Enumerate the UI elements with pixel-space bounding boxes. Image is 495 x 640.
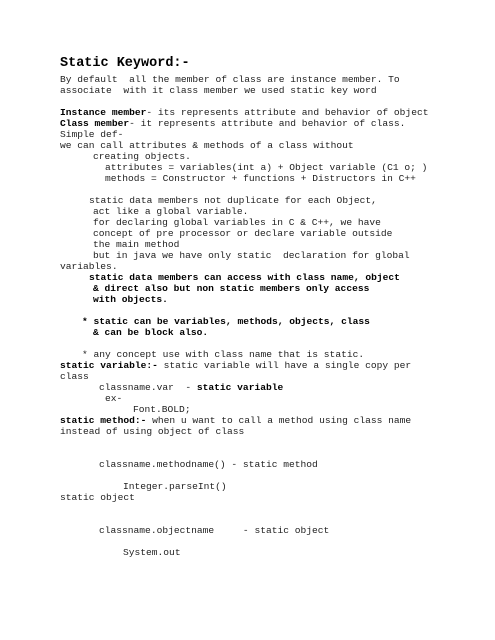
- static-data-line: act like a global variable.: [93, 206, 249, 217]
- static-variable-text: static variable will have a single copy per: [157, 360, 412, 371]
- simple-def-line: we can call attributes & methods of a class without: [60, 140, 354, 151]
- static-variable-example: Font.BOLD;: [133, 404, 191, 415]
- static-method-line: [60, 415, 411, 426]
- class-member-line: [60, 118, 405, 129]
- static-variable-line: [60, 360, 411, 371]
- static-data-line: static data members not duplicate for each Object,: [89, 195, 377, 206]
- static-variable-label: static variable:-: [60, 360, 158, 371]
- bullet-point-line: & can be block also.: [93, 327, 209, 338]
- static-data-line: variables.: [60, 261, 118, 272]
- bold-point-line: with objects.: [93, 294, 168, 305]
- instance-member-line: [60, 107, 428, 118]
- static-method-label: static method:-: [60, 415, 147, 426]
- simple-def-line: creating objects.: [93, 151, 191, 162]
- static-object-heading: static object: [60, 492, 135, 503]
- static-method-cont: instead of using object of class: [60, 426, 245, 437]
- intro-line-1: By default all the member of class are instance member. To: [60, 74, 400, 85]
- static-data-line: the main method: [93, 239, 180, 250]
- intro-line-2: associate with it class member we used static key word: [60, 85, 377, 96]
- syntax-dash: -: [173, 382, 197, 393]
- static-object-example: System.out: [123, 547, 181, 558]
- static-method-example: Integer.parseInt(): [123, 481, 227, 492]
- bullet-point-line: * static can be variables, methods, objects, class: [82, 316, 370, 327]
- class-member-label: Class member: [60, 118, 130, 129]
- instance-member-text: - its represents attribute and behavior of object: [146, 107, 429, 118]
- concept-line: * any concept use with class name that is static.: [82, 349, 365, 360]
- bold-point-line: & direct also but non static members only access: [93, 283, 370, 294]
- static-method-syntax: classname.methodname() - static method: [99, 459, 318, 470]
- class-member-text: - it represents attribute and behavior of class.: [129, 118, 406, 129]
- static-method-text: when u want to call a method using class name: [146, 415, 412, 426]
- static-variable-syntax: [99, 382, 283, 393]
- static-object-syntax: classname.objectname - static object: [99, 525, 330, 536]
- static-data-line: concept of pre processor or declare variable outside: [93, 228, 393, 239]
- static-data-line: for declaring global variables in C & C++, we have: [93, 217, 381, 228]
- methods-formula: methods = Constructor + functions + Distructors in C++: [105, 173, 416, 184]
- syntax-label: static variable: [196, 382, 284, 393]
- bold-point-line: static data members can access with class name, object: [89, 272, 400, 283]
- static-data-line: but in java we have only static declaration for global: [93, 250, 410, 261]
- syntax-text: classname.var: [99, 382, 174, 393]
- attributes-formula: attributes = variables(int a) + Object variable (C1 o; ): [105, 162, 428, 173]
- static-variable-cont: class: [60, 371, 89, 382]
- static-variable-ex: ex-: [105, 393, 123, 404]
- simple-def-heading: Simple def-: [60, 129, 124, 140]
- page-title: Static Keyword:-: [60, 56, 190, 71]
- instance-member-label: Instance member: [60, 107, 147, 118]
